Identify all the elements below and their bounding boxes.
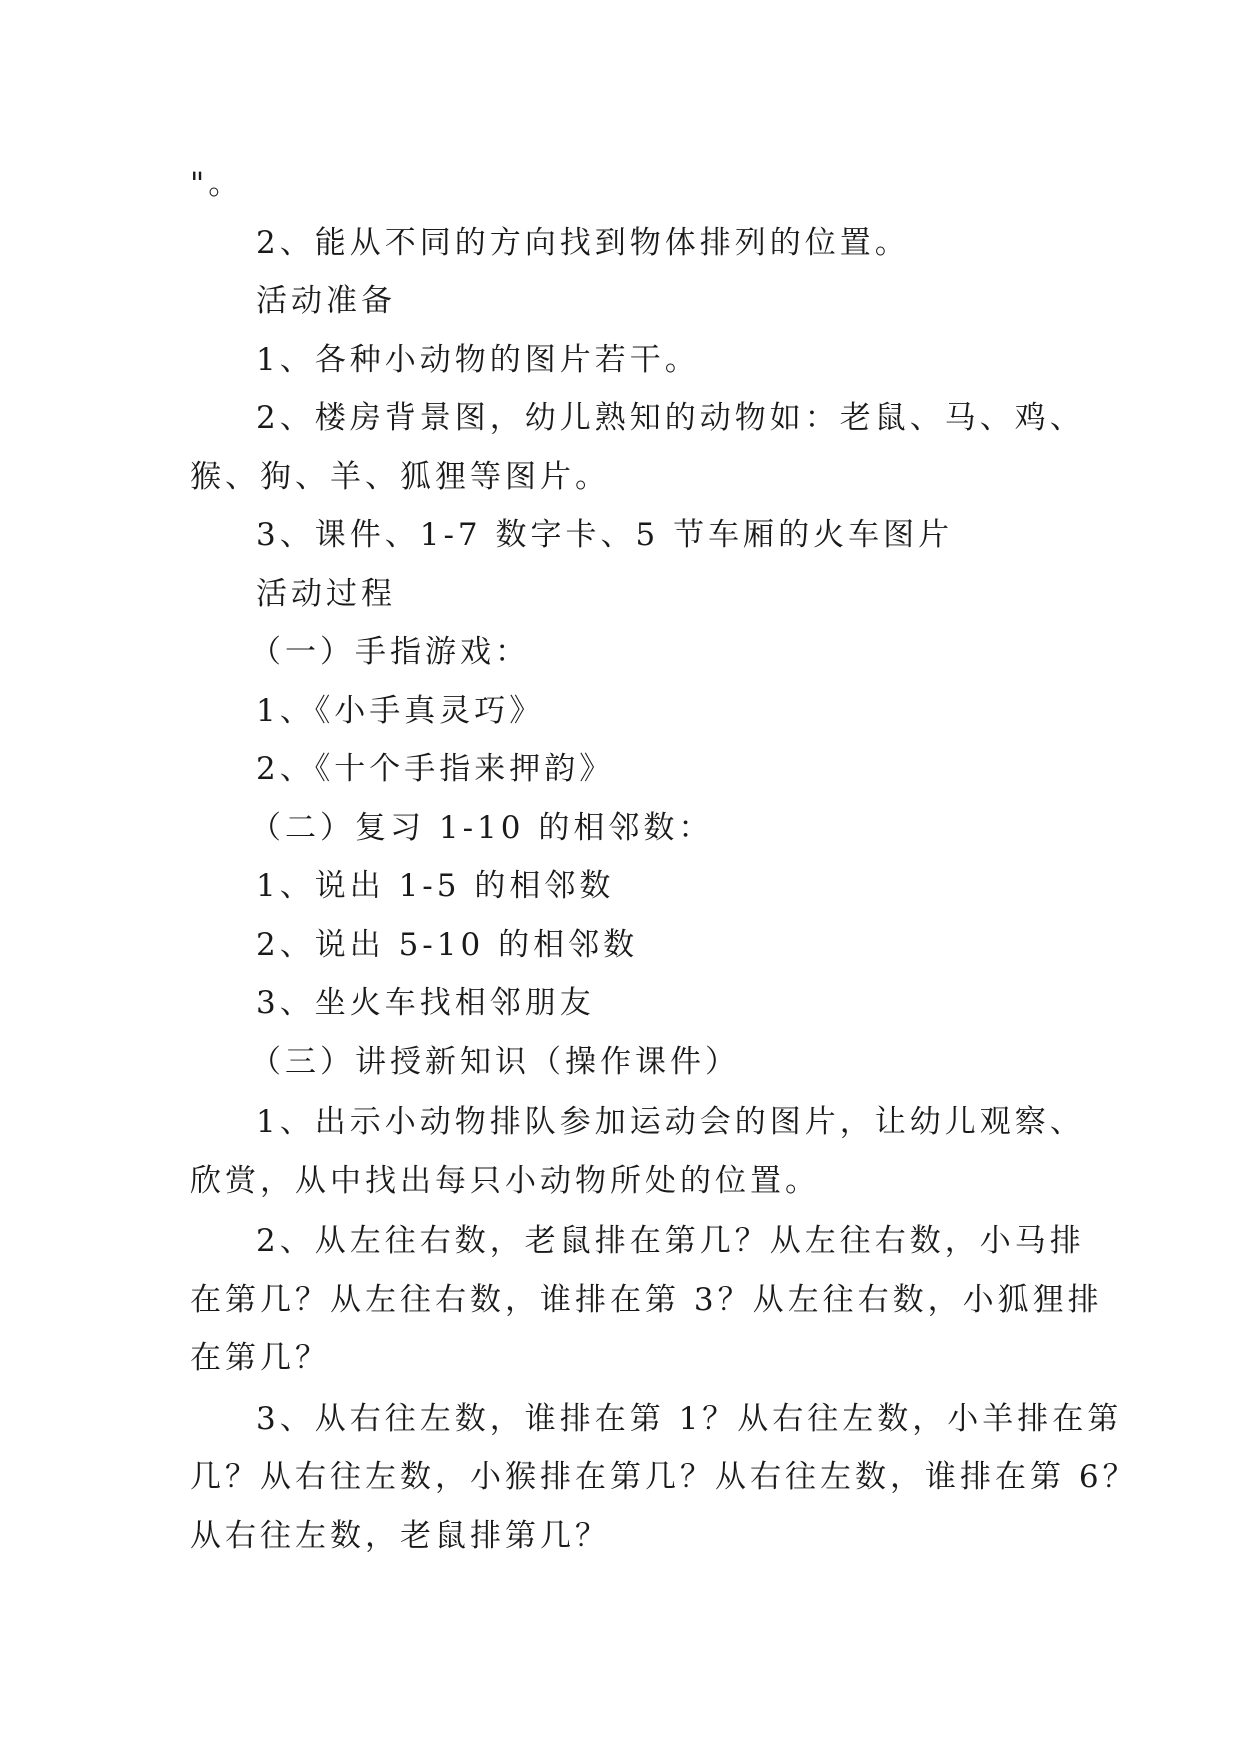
text-line: 1、说出 1-5 的相邻数 — [256, 868, 615, 904]
text-line: 1、出示小动物排队参加运动会的图片，让幼儿观察、 — [256, 1104, 1085, 1140]
text-line: 2、能从不同的方向找到物体排列的位置。 — [256, 224, 910, 261]
text-line: 1、各种小动物的图片若干。 — [256, 341, 700, 378]
section-heading: 活动准备 — [256, 283, 396, 319]
text-line: 猴、狗、羊、狐狸等图片。 — [190, 458, 610, 495]
text-line: 3、课件、1-7 数字卡、5 节车厢的火车图片 — [256, 517, 954, 553]
text-line: 在第几？从左往右数，谁排在第 3？从左往右数，小狐狸排 — [190, 1281, 1103, 1318]
text-line: 在第几？ — [190, 1340, 330, 1376]
text-line: 3、坐火车找相邻朋友 — [256, 985, 595, 1021]
text-line: 1、《小手真灵巧》 — [256, 692, 545, 729]
subsection-heading: （一）手指游戏： — [250, 634, 530, 670]
text-line: 几？从右往左数，小猴排在第几？从右往左数，谁排在第 6？ — [190, 1459, 1138, 1495]
subsection-heading: （三）讲授新知识（操作课件） — [250, 1043, 740, 1080]
text-line: 2、《十个手指来押韵》 — [256, 751, 615, 787]
text-line: 从右往左数，老鼠排第几？ — [190, 1517, 610, 1554]
text-line: 欣赏，从中找出每只小动物所处的位置。 — [190, 1162, 820, 1199]
text-line: 2、说出 5-10 的相邻数 — [256, 926, 639, 963]
text-line: 2、楼房背景图，幼儿熟知的动物如：老鼠、马、鸡、 — [256, 400, 1085, 436]
text-line: 2、从左往右数，老鼠排在第几？从左往右数，小马排 — [256, 1223, 1085, 1259]
subsection-heading: （二）复习 1-10 的相邻数： — [250, 809, 714, 846]
text-line: "。 — [190, 166, 244, 202]
section-heading: 活动过程 — [256, 575, 396, 612]
document-body — [190, 155, 1138, 1565]
text-line: 3、从右往左数，谁排在第 1？从右往左数，小羊排在第 — [256, 1400, 1123, 1437]
